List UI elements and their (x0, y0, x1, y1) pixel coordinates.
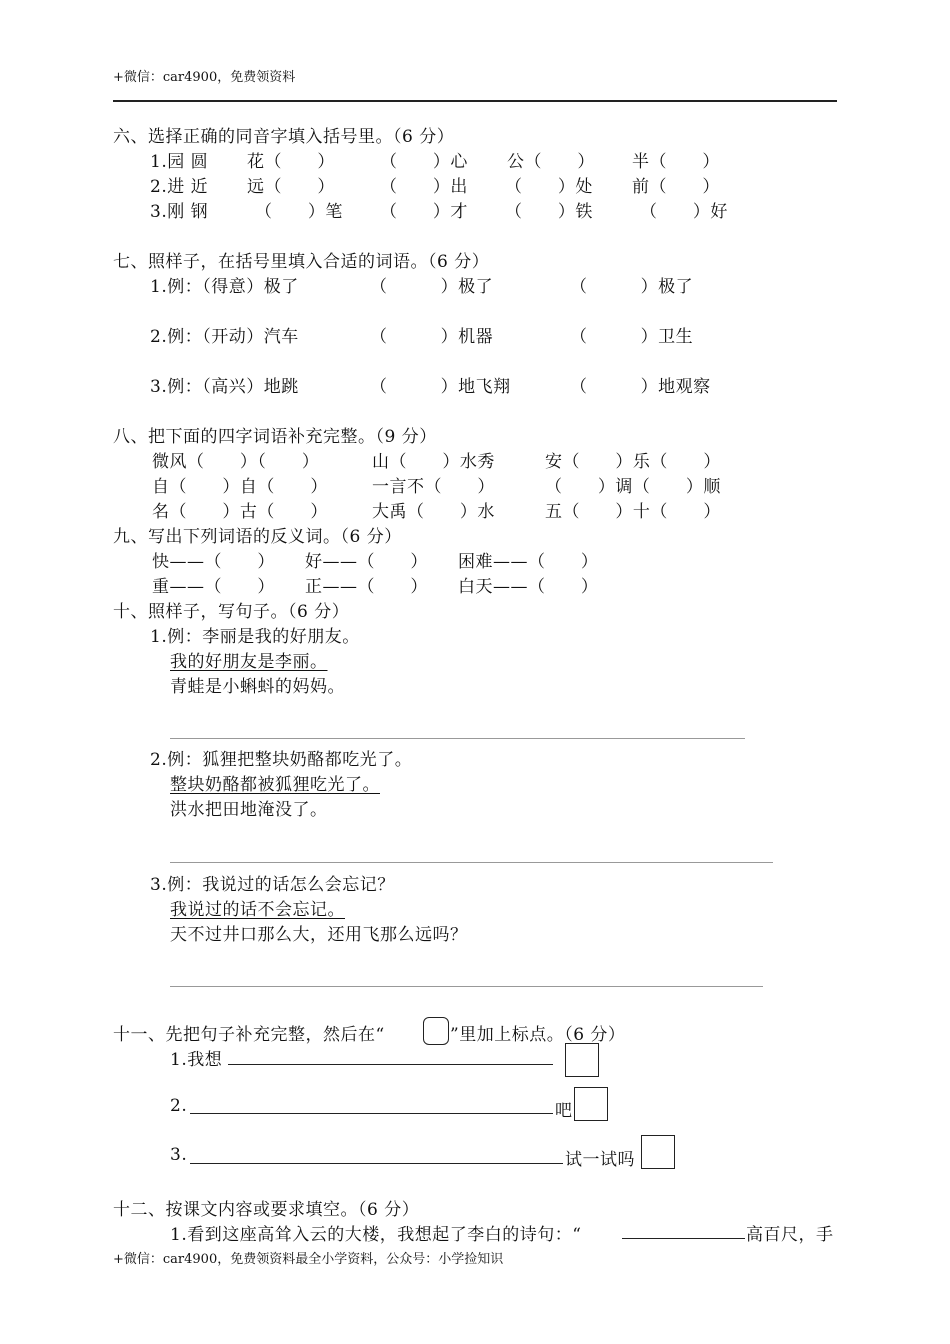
s6-cell: 半（ ） (632, 152, 720, 172)
s9-antonym: 快——（ ） (152, 552, 275, 572)
page-header: +微信：car4900，免费领资料 (113, 70, 296, 85)
s8-idiom: 安（ ）乐（ ） (545, 452, 721, 472)
punctuation-box[interactable] (565, 1043, 599, 1077)
s10-sample-answer: 我的好朋友是李丽。 (170, 652, 328, 672)
s11-prefix: 3. (170, 1145, 188, 1165)
s9-antonym: 好——（ ） (305, 552, 428, 572)
s9-antonym: 重——（ ） (152, 577, 275, 597)
s6-cell: 远（ ） (247, 177, 335, 197)
s8-idiom: 自（ ）自（ ） (152, 477, 328, 497)
section-11-title-start: 十一、先把句子补充完整，然后在“ (113, 1025, 385, 1045)
s7-example: 1.例：（得意）极了 (150, 277, 299, 297)
s7-example: 3.例：（高兴）地跳 (150, 377, 299, 397)
s8-idiom: 大禹（ ）水 (372, 502, 495, 522)
answer-line[interactable] (170, 738, 745, 739)
s7-blank: （ ）地飞翔 (370, 377, 511, 397)
s8-idiom: 一言不（ ） (372, 477, 495, 497)
s11-suffix: 试一试吗 (565, 1150, 635, 1170)
s9-antonym: 白天——（ ） (458, 577, 599, 597)
s10-example: 2.例：狐狸把整块奶酪都吃光了。 (150, 750, 413, 770)
s7-blank: （ ）极了 (370, 277, 494, 297)
s10-sample-answer: 整块奶酪都被狐狸吃光了。 (170, 775, 380, 795)
s7-blank: （ ）地观察 (570, 377, 711, 397)
s6-cell: 2.进 近 (150, 177, 209, 197)
fill-line[interactable] (622, 1238, 745, 1239)
s8-idiom: 名（ ）古（ ） (152, 502, 328, 522)
s6-cell: （ ）处 (505, 177, 593, 197)
s11-prefix: 2. (170, 1096, 188, 1116)
s7-blank: （ ）极了 (570, 277, 694, 297)
header-divider (113, 100, 837, 102)
section-11-title-end: ”里加上标点。（6 分） (450, 1025, 626, 1045)
s8-idiom: 微风（ ）（ ） (152, 452, 320, 472)
punctuation-box-sample (423, 1017, 449, 1045)
s6-cell: （ ）好 (640, 202, 728, 222)
s8-idiom: 五（ ）十（ ） (545, 502, 721, 522)
fill-line[interactable] (190, 1113, 553, 1114)
s6-cell: 3.刚 钢 (150, 202, 209, 222)
s10-question: 天不过井口那么大，还用飞那么远吗？ (170, 925, 468, 945)
s12-question-end: 高百尺，手 (746, 1225, 834, 1245)
s10-question: 洪水把田地淹没了。 (170, 800, 328, 820)
section-8-title: 八、把下面的四字词语补充完整。（9 分） (113, 427, 437, 447)
answer-line[interactable] (170, 862, 773, 863)
s6-cell: （ ）心 (380, 152, 468, 172)
s8-idiom: （ ）调（ ）顺 (545, 477, 721, 497)
section-6-title: 六、选择正确的同音字填入括号里。（6 分） (113, 127, 455, 147)
s8-idiom: 山（ ）水秀 (372, 452, 495, 472)
s9-antonym: 困难——（ ） (458, 552, 599, 572)
section-10-title: 十、照样子，写句子。（6 分） (113, 602, 350, 622)
s6-cell: （ ）铁 (505, 202, 593, 222)
s11-suffix: 吧 (555, 1101, 573, 1121)
punctuation-box[interactable] (574, 1087, 608, 1121)
page-footer: +微信：car4900，免费领资料最全小学资料，公众号：小学捡知识 (113, 1252, 504, 1267)
s6-cell: （ ）才 (380, 202, 468, 222)
punctuation-box[interactable] (641, 1135, 675, 1169)
s7-example: 2.例：（开动）汽车 (150, 327, 299, 347)
answer-line[interactable] (170, 986, 763, 987)
s10-sample-answer: 我说过的话不会忘记。 (170, 900, 345, 920)
s7-blank: （ ）机器 (370, 327, 494, 347)
s6-cell: （ ）出 (380, 177, 468, 197)
s12-question-start: 1.看到这座高耸入云的大楼，我想起了李白的诗句：“ (170, 1225, 582, 1245)
s6-cell: （ ）笔 (255, 202, 343, 222)
s10-question: 青蛙是小蝌蚪的妈妈。 (170, 677, 345, 697)
s11-prefix: 1.我想 (170, 1050, 223, 1070)
s6-cell: 花（ ） (247, 152, 335, 172)
s7-blank: （ ）卫生 (570, 327, 694, 347)
s6-cell: 1.园 圆 (150, 152, 209, 172)
s10-example: 1.例：李丽是我的好朋友。 (150, 627, 360, 647)
section-9-title: 九、写出下列词语的反义词。（6 分） (113, 527, 402, 547)
s9-antonym: 正——（ ） (305, 577, 428, 597)
s6-cell: 前（ ） (632, 177, 720, 197)
fill-line[interactable] (190, 1163, 563, 1164)
section-12-title: 十二、按课文内容或要求填空。（6 分） (113, 1200, 420, 1220)
fill-line[interactable] (228, 1064, 553, 1065)
s6-cell: 公（ ） (507, 152, 595, 172)
s10-example: 3.例：我说过的话怎么会忘记？ (150, 875, 395, 895)
section-7-title: 七、照样子，在括号里填入合适的词语。（6 分） (113, 252, 490, 272)
